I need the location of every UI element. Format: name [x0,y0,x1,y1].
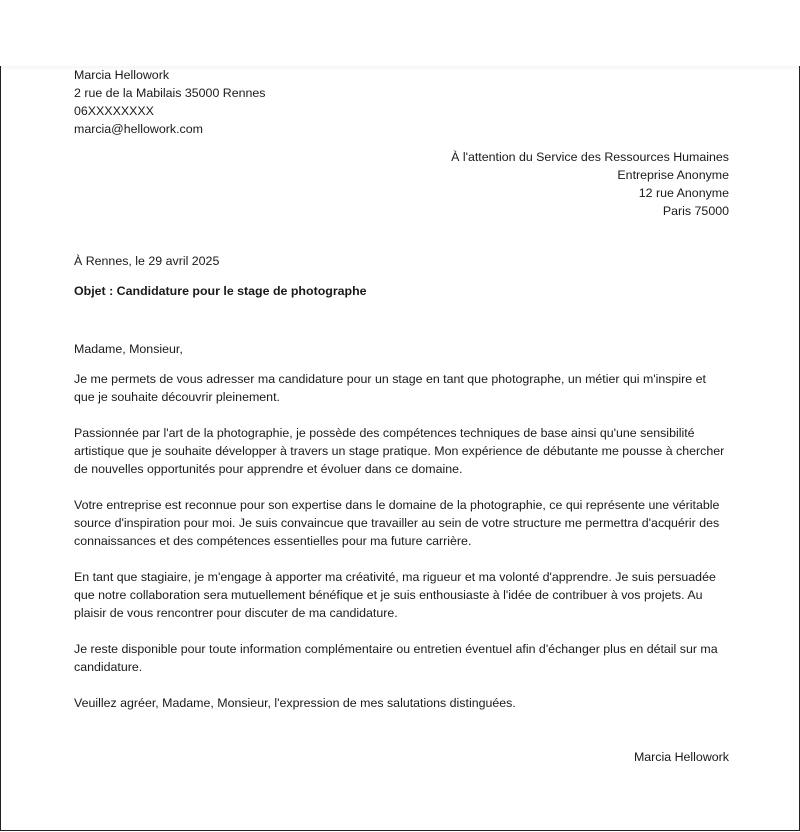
top-bar [0,0,800,66]
closing-paragraph: Veuillez agréer, Madame, Monsieur, l'expression de mes salutations distinguées. [74,696,516,710]
letter-date: À Rennes, le 29 avril 2025 [74,254,220,268]
body-paragraph-1: Je me permets de vous adresser ma candidature pour un stage en tant que photographe, un métier qui m'inspire et que je souhaite découvrir pleinement. [74,372,706,404]
sender-email: marcia@hellowork.com [74,122,203,136]
sender-phone: 06XXXXXXXX [74,104,154,118]
recipient-block [451,148,729,220]
recipient-street: 12 rue Anonyme [638,186,729,200]
body-paragraph-3: Votre entreprise est reconnue pour son expertise dans le domaine de la photographie, ce qui représente une véritable source d'inspiration pour moi. Je suis convaincue que travailler au sein de votre structure me permettra d'acquérir des connaissances et des compétences essentielles pour ma future carrière. [74,498,720,548]
body-paragraph-4: En tant que stagiaire, je m'engage à apporter ma créativité, ma rigueur et ma volonté d'apprendre. Je suis persuadée que notre collaboration sera mutuellement bénéfique et je suis enthousiaste à l'idée de contribuer à vos projets. Au plaisir de vous rencontrer pour discuter de ma candidature. [74,570,716,620]
sender-address: 2 rue de la Mabilais 35000 Rennes [74,86,266,100]
letter-subject: Objet : Candidature pour le stage de photographe [74,284,367,298]
body-paragraph-2: Passionnée par l'art de la photographie, je possède des compétences techniques de base ainsi qu'une sensibilité artistique que je souhaite développer à travers un stage pratique. Mon expérience de débutante me pousse à chercher de nouvelles opportunités pour apprendre et évoluer dans ce domaine. [74,426,725,476]
recipient-company: Entreprise Anonyme [617,168,729,182]
recipient-city: Paris 75000 [662,204,729,218]
recipient-attention: À l'attention du Service des Ressources Humaines [451,150,729,164]
letter-page [0,66,800,831]
signature: Marcia Hellowork [633,750,729,764]
sender-block [74,66,266,138]
letter-salutation: Madame, Monsieur, [74,342,183,356]
body-paragraph-5: Je reste disponible pour toute information complémentaire ou entretien éventuel afin d'échanger plus en détail sur ma candidature. [74,642,718,674]
sender-name: Marcia Hellowork [74,68,170,82]
